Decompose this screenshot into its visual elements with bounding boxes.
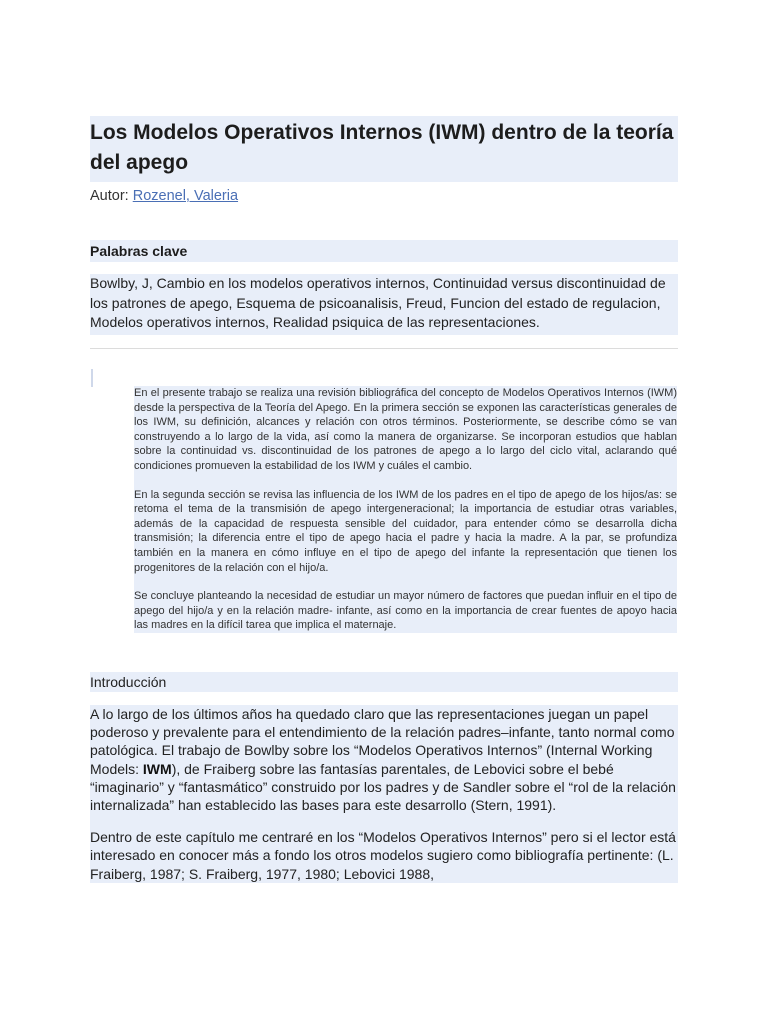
section-divider <box>90 348 678 349</box>
author-link[interactable]: Rozenel, Valeria <box>132 188 239 204</box>
author-line <box>90 186 238 206</box>
intro-paragraph-1 <box>90 705 678 814</box>
abstract-paragraph-2: En la segunda sección se revisa las influencia de los IWM de los padres en el tipo de apego de los hijos/as: se retoma el tema de la transmisión de apego intergeneracional; la importancia de estudiar otras variables, además de la capacidad de respuesta sensible del cuidador, para entender cómo se desarrolla dicha transmisión; la diferencia entre el tipo de apego hacia el padre y hacia la madre. A la par, se profundiza también en la manera en cómo influye en el tipo de apego del infante la representación que tienen los progenitores de la relación con el hijo/a. <box>134 488 677 574</box>
abstract-paragraph-1: En el presente trabajo se realiza una revisión bibliográfica del concepto de Modelos Operativos Internos (IWM) desde la perspectiva de la Teoría del Apego. En la primera sección se exponen las características generales de los IWM, su definición, alcances y relación con otros términos. Posteriormente, se describe cómo se van construyendo a lo largo de la vida, así como la manera de organizarse. Se incorporan estudios que hablan sobre la continuidad vs. discontinuidad de los patrones de apego a lo largo del ciclo vital, aclarando qué condiciones promueven la estabilidad de los IWM y cuáles el cambio. <box>134 387 677 472</box>
page-title: Los Modelos Operativos Internos (IWM) dentro de la teoría del apego <box>90 116 678 182</box>
intro-paragraph-2: Dentro de este capítulo me centraré en los “Modelos Operativos Internos” pero si el lector está interesado en conocer más a fondo los otros modelos sugiero como bibliografía pertinente: (L. Fraiberg, 1987; S. Fraiberg, 1977, 1980; Lebovici 1988, <box>90 829 676 882</box>
abstract-paragraph-3: Se concluye planteando la necesidad de estudiar un mayor número de factores que puedan influir en el tipo de apego del hijo/a y en la relación madre- infante, así como en la importancia de crear fuentes de apoyo hacia las madres en la difícil tarea que implica el maternaje. <box>134 590 677 632</box>
intro-p1-text-a: A lo largo de los últimos años ha quedado claro que las representaciones juegan un papel poderoso y prevalente para el entendimiento de la relación padres–infante, tanto normal como patológica. El trabajo de Bowlby sobre los “Modelos Operativos Internos” (Internal Working Models: <box>90 706 675 777</box>
intro-p1-bold: IWM <box>142 760 172 777</box>
keywords-heading: Palabras clave <box>90 240 678 262</box>
intro-heading: Introducción <box>90 672 678 692</box>
abstract-block <box>134 386 677 633</box>
author-label: Autor: <box>90 188 129 204</box>
intro-body <box>90 705 678 883</box>
blockquote-marker <box>91 369 93 387</box>
keywords-text: Bowlby, J, Cambio en los modelos operativos internos, Continuidad versus discontinuidad de los patrones de apego, Esquema de psicoanalisis, Freud, Funcion del estado de regulacion, Modelos operativos internos, Realidad psiquica de las representaciones. <box>90 274 678 335</box>
intro-p1-text-b: ), de Fraiberg sobre las fantasías parentales, de Lebovici sobre el bebé “imaginario” y “fantasmático” construido por los padres y de Sandler sobre el “rol de la relación internalizada” han establecido las bases para este desarrollo (Stern, 1991). <box>90 760 676 814</box>
